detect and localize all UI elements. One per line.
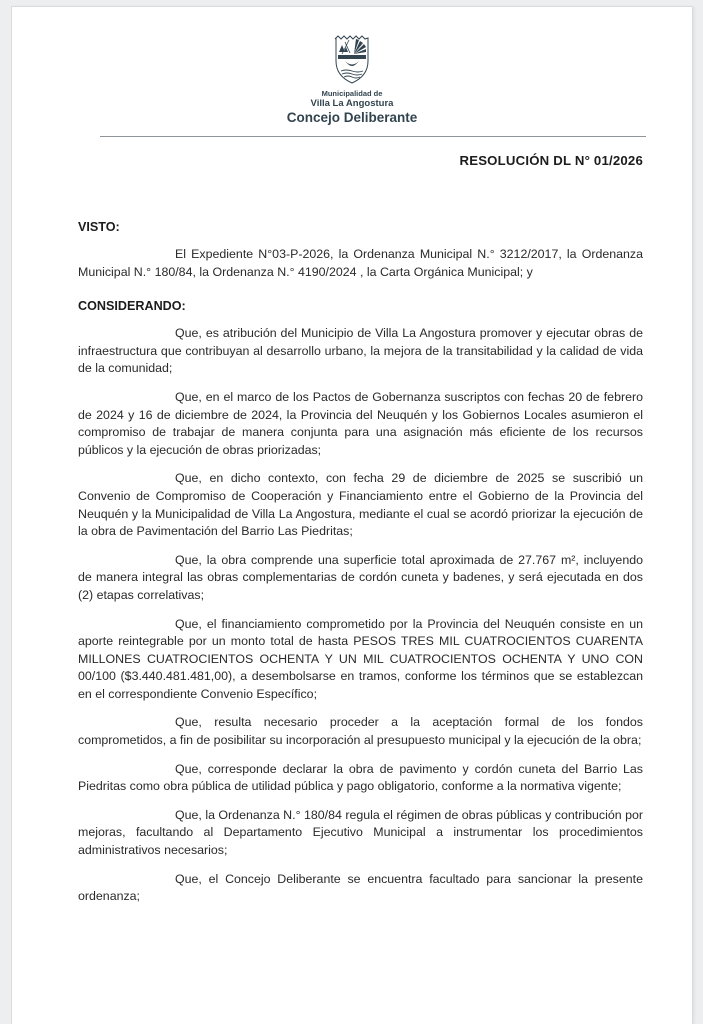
document-page [12,7,692,1024]
considerando-paragraph: Que, el financiamiento comprometido por la Provincia del Neuquén consiste en un aporte reintegrable por un monto total de hasta PESOS TRES MIL CUATROCIENTOS CUARENTA MILLONES CUATROCIENTOS OCHENTA Y UN MIL CUATROCIENTOS OCHENTA Y UNO CON 00/100 ($3.440.481.481,00), a desembolsarse en tramos, conforme los términos que se establezcan en el correspondiente Convenio Específico; [78,616,643,701]
considerando-paragraph: Que, el Concejo Deliberante se encuentra facultado para sancionar la presente ordenanza; [78,871,643,904]
municipal-coat-of-arms-icon [328,33,376,87]
considerando-paragraph: Que, es atribución del Municipio de Villa La Angostura promover y ejecutar obras de infraestructura que contribuyan al desarrollo urbano, la mejora de la transitabilidad y la calidad de vida de la comunidad; [78,326,643,376]
org-name-line2: Villa La Angostura [310,98,394,109]
considerando-heading: CONSIDERANDO: [78,299,186,314]
considerando-paragraph: Que, resulta necesario proceder a la aceptación formal de los fondos comprometidos, a fin de posibilitar su incorporación al presupuesto municipal y la ejecución de la obra; [78,715,643,748]
considerando-paragraph: Que, corresponde declarar la obra de pavimento y cordón cuneta del Barrio Las Piedritas como obra pública de utilidad pública y pago obligatorio, conforme a la normativa vigente; [78,761,643,794]
resolution-number-title: RESOLUCIÓN DL N° 01/2026 [459,153,643,168]
considerando-paragraph: Que, la Ordenanza N.° 180/84 regula el régimen de obras públicas y contribución por mejoras, facultando al Departamento Ejecutivo Municipal a instrumentar los procedimientos administrativos necesarios; [78,807,643,858]
council-name: Concejo Deliberante [286,110,418,125]
considerando-paragraph: Que, en dicho contexto, con fecha 29 de diciembre de 2025 se suscribió un Convenio de Compromiso de Cooperación y Financiamiento entre el Gobierno de la Provincia del Neuquén y la Municipalidad de Villa La Angostura, mediante el cual se acordó priorizar la ejecución de la obra de Pavimentación del Barrio Las Piedritas; [78,471,643,539]
visto-paragraph: El Expediente N°03-P-2026, la Ordenanza Municipal N.° 3212/2017, la Ordenanza Municipal N.° 180/84, la Ordenanza N.° 4190/2024 , la Carta Orgánica Municipal; y [78,247,643,279]
org-name-line1: Municipalidad de [321,89,383,98]
considerando-paragraph: Que, la obra comprende una superficie total aproximada de 27.767 m², incluyendo de manera integral las obras complementarias de cordón cuneta y badenes, y será ejecutada en dos (2) etapas correlativas; [78,552,643,602]
document-body [12,137,692,906]
visto-heading: VISTO: [78,220,120,234]
letterhead [12,7,692,126]
considerando-paragraph: Que, en el marco de los Pactos de Gobernanza suscriptos con fechas 20 de febrero de 2024 y 16 de diciembre de 2024, la Provincia del Neuquén y los Gobiernos Locales asumieron el compromiso de trabajar de manera conjunta para una asignación más eficiente de los recursos públicos y la ejecución de obras priorizadas; [78,389,643,457]
